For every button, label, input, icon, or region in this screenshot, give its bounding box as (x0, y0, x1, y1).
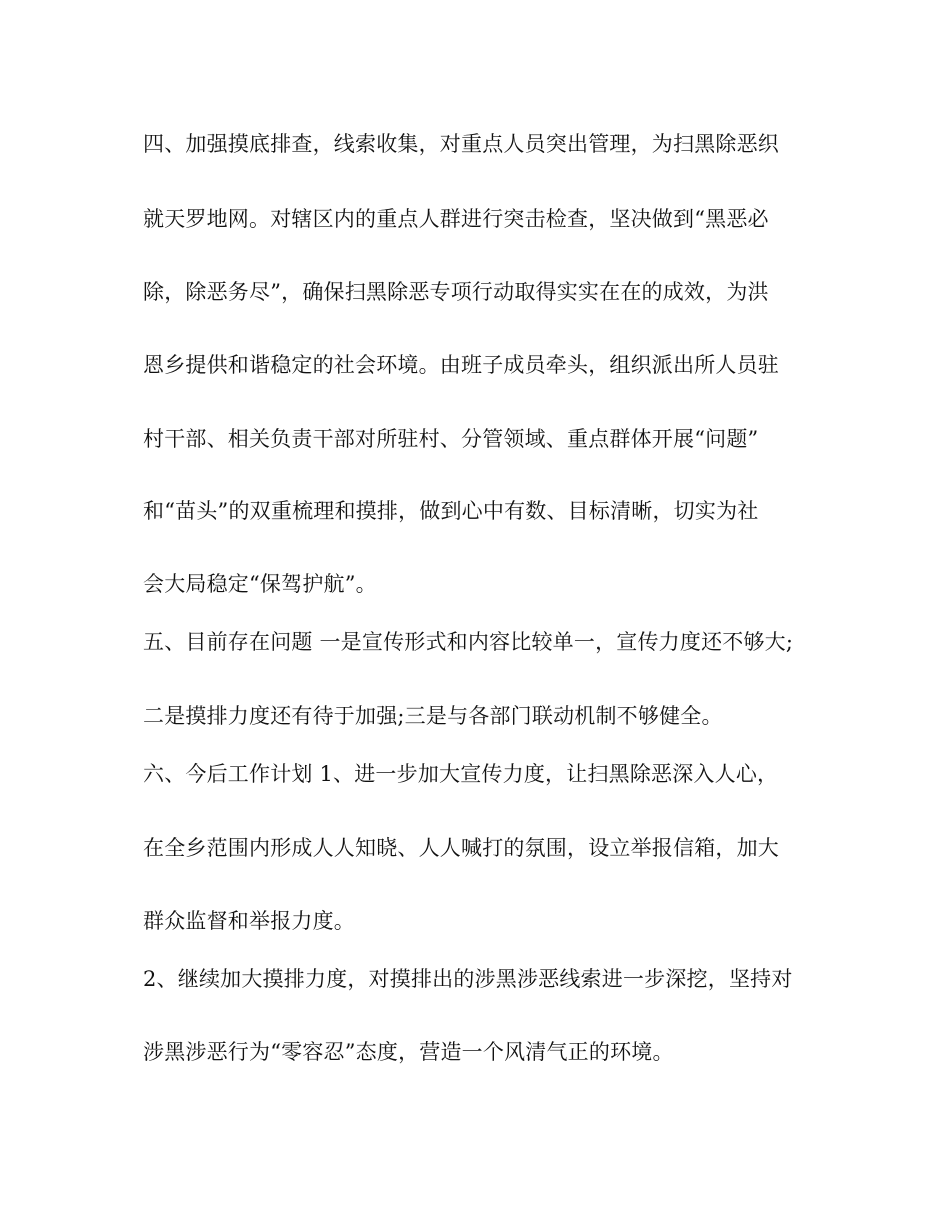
text-line: 和“苗头”的双重梳理和摸排，做到心中有数、目标清晰，切实为社 (143, 499, 759, 523)
text-line: 恩乡提供和谐稳定的社会环境。由班子成员牵头，组织派出所人员驻 (143, 353, 779, 377)
text-line: 群众监督和举报力度。 (143, 909, 355, 933)
text-line: 五、目前存在问题 一是宣传形式和内容比较单一，宣传力度还不够大; (143, 630, 794, 654)
text-line: 2、继续加大摸排力度，对摸排出的涉黑涉恶线索进一步深挖，坚持对 (143, 967, 793, 991)
text-line: 在全乡范围内形成人人知晓、人人喊打的氛围，设立举报信箱，加大 (143, 836, 779, 860)
text-line: 六、今后工作计划 1、进一步加大宣传力度，让扫黑除恶深入人心， (143, 762, 779, 786)
text-line: 除，除恶务尽”，确保扫黑除恶专项行动取得实实在在的成效，为洪 (143, 280, 769, 304)
text-line: 会大局稳定“保驾护航”。 (143, 572, 377, 596)
text-line: 二是摸排力度还有待于加强;三是与各部门联动机制不够健全。 (143, 704, 723, 728)
text-line: 村干部、相关负责干部对所驻村、分管领域、重点群体开展“问题” (143, 427, 759, 451)
text-line: 就天罗地网。对辖区内的重点人群进行突击检查，坚决做到“黑恶必 (143, 207, 769, 231)
text-line: 四、加强摸底排查，线索收集，对重点人员突出管理，为扫黑除恶织 (143, 132, 779, 156)
text-line: 涉黑涉恶行为“零容忍”态度，营造一个风清气正的环境。 (143, 1040, 674, 1064)
